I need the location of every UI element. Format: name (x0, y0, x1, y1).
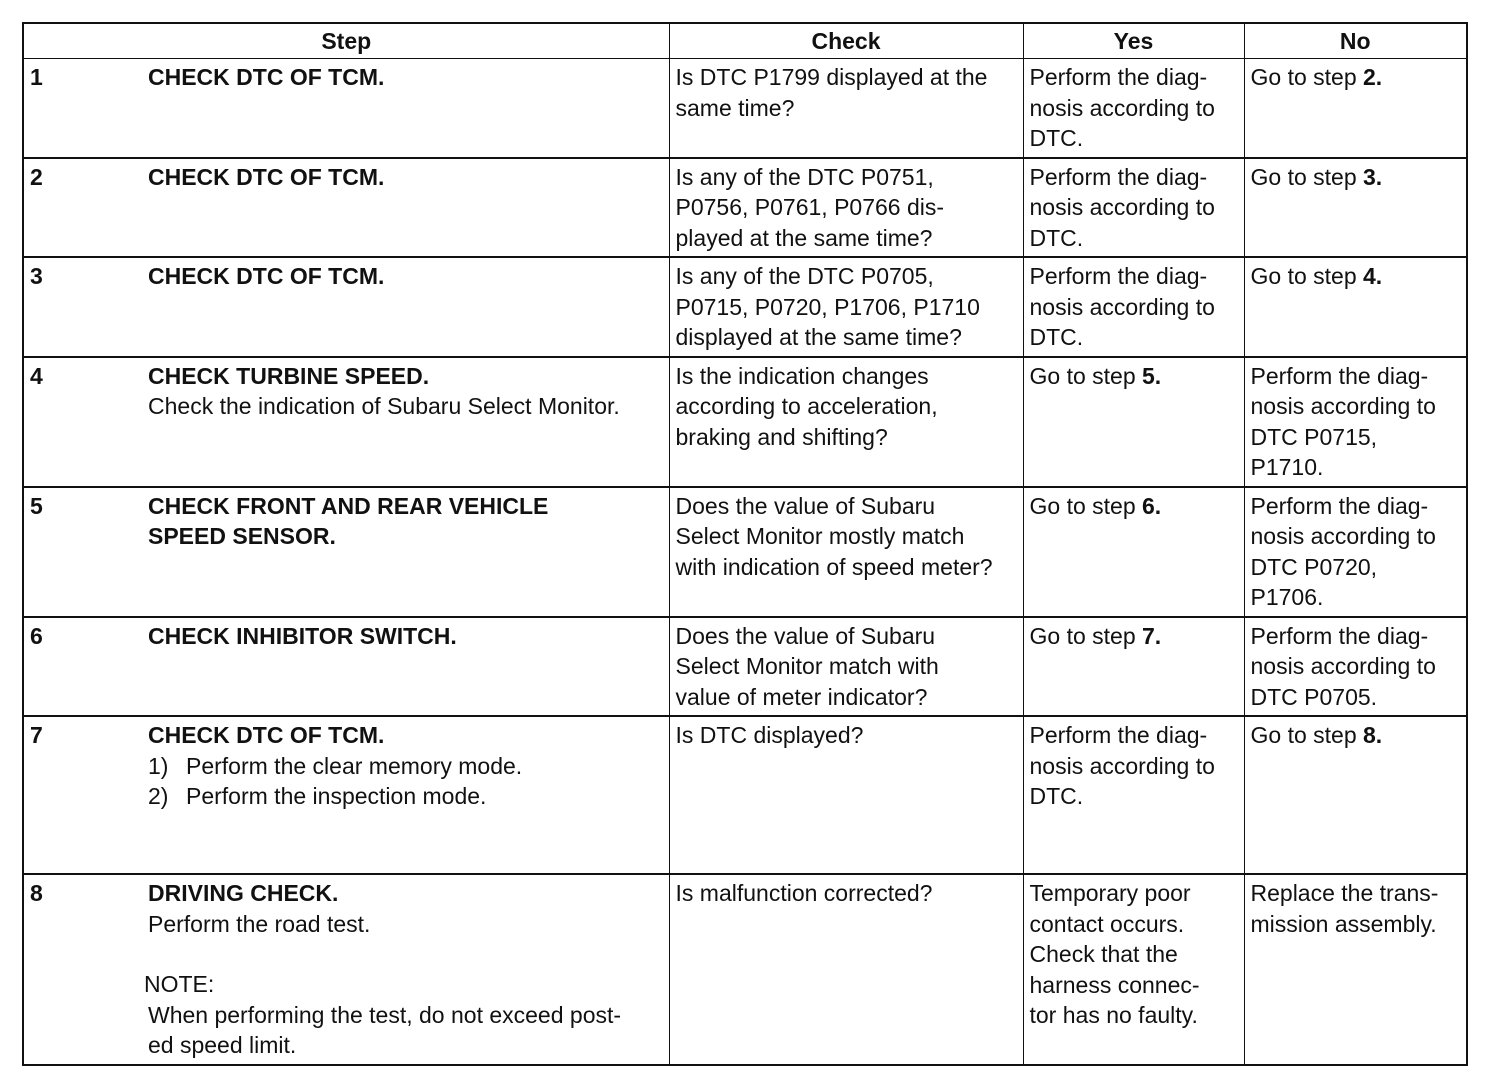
no-step-ref: 8. (1363, 722, 1383, 748)
check-cell: Is DTC displayed? (669, 716, 1023, 874)
table-row (23, 716, 1467, 874)
step-cell (23, 357, 669, 487)
step-title: CHECK FRONT AND REAR VEHICLE SPEED SENSOR. (148, 492, 549, 549)
no-cell (1244, 257, 1467, 357)
step-cell (23, 487, 669, 617)
note-text: When performing the test, do not exceed post- ed speed limit. (148, 1001, 622, 1058)
step-detail: Check the indication of Subaru Select Monitor. (148, 393, 620, 419)
yes-text: Go to step (1029, 622, 1143, 649)
no-cell (1244, 59, 1467, 158)
yes-cell: Perform the diag- nosis according to DTC. (1023, 257, 1244, 357)
yes-text: Go to step (1029, 362, 1143, 389)
step-number: 4 (30, 362, 43, 389)
table-row (23, 59, 1467, 158)
no-step-ref: 2. (1363, 64, 1383, 90)
yes-cell: Perform the diag- nosis according to DTC. (1023, 716, 1244, 874)
yes-step-ref: 7. (1142, 622, 1162, 649)
step-title: CHECK DTC OF TCM. (148, 163, 385, 190)
step-number: 6 (30, 622, 43, 649)
step-number: 2 (30, 163, 43, 190)
no-text: Go to step (1250, 64, 1364, 90)
yes-cell: Perform the diag- nosis according to DTC. (1023, 158, 1244, 258)
step-title: CHECK DTC OF TCM. (148, 263, 385, 289)
header-yes: Yes (1023, 23, 1244, 59)
header-step: Step (23, 23, 669, 59)
step-cell (23, 617, 669, 717)
check-cell: Is malfunction corrected? (669, 874, 1023, 1065)
substep-item (148, 751, 658, 782)
substep-number: 2) (148, 783, 169, 809)
table-row (23, 158, 1467, 258)
header-row (23, 23, 1467, 59)
yes-step-ref: 5. (1142, 362, 1162, 389)
step-cell (23, 874, 669, 1065)
step-number: 7 (30, 722, 43, 748)
check-cell: Is DTC P1799 displayed at the same time? (669, 59, 1023, 158)
no-cell (1244, 716, 1467, 874)
step-number: 5 (30, 492, 43, 519)
substep-text: Perform the clear memory mode. (186, 752, 523, 779)
table-row (23, 874, 1467, 1065)
no-cell (1244, 158, 1467, 258)
check-cell: Does the value of Subaru Select Monitor match with value of meter indicator? (669, 617, 1023, 717)
table-row (23, 357, 1467, 487)
yes-cell (1023, 487, 1244, 617)
table-row (23, 487, 1467, 617)
no-text: Go to step (1250, 722, 1364, 748)
yes-cell (1023, 357, 1244, 487)
yes-cell: Perform the diag- nosis according to DTC. (1023, 59, 1244, 158)
step-title: CHECK TURBINE SPEED. (148, 362, 430, 389)
check-cell: Is any of the DTC P0705, P0715, P0720, P1706, P1710 displayed at the same time? (669, 257, 1023, 357)
table-row (23, 257, 1467, 357)
step-cell (23, 257, 669, 357)
note-label: NOTE: (144, 971, 215, 997)
yes-text: Go to step (1029, 492, 1143, 519)
diagnostic-table (22, 22, 1468, 1066)
no-cell: Perform the diag- nosis according to DTC P0715, P1710. (1244, 357, 1467, 487)
substep-item (148, 781, 658, 812)
no-cell: Replace the trans- mission assembly. (1244, 874, 1467, 1065)
step-number: 3 (30, 263, 43, 289)
step-title: CHECK INHIBITOR SWITCH. (148, 622, 457, 649)
substep-text: Perform the inspection mode. (186, 783, 487, 809)
step-title: CHECK DTC OF TCM. (148, 722, 385, 748)
step-title: DRIVING CHECK. (148, 880, 339, 906)
table-row (23, 617, 1467, 717)
step-number: 1 (30, 64, 43, 90)
check-cell: Is any of the DTC P0751, P0756, P0761, P0766 dis- played at the same time? (669, 158, 1023, 258)
header-no: No (1244, 23, 1467, 59)
step-title: CHECK DTC OF TCM. (148, 64, 385, 90)
yes-cell: Temporary poor contact occurs. Check that the harness connec- tor has no faulty. (1023, 874, 1244, 1065)
substep-number: 1) (148, 752, 169, 779)
step-cell (23, 716, 669, 874)
step-cell (23, 59, 669, 158)
no-step-ref: 3. (1363, 163, 1383, 190)
no-step-ref: 4. (1363, 263, 1383, 289)
step-cell (23, 158, 669, 258)
no-text: Go to step (1250, 263, 1364, 289)
no-cell: Perform the diag- nosis according to DTC P0720, P1706. (1244, 487, 1467, 617)
step-number: 8 (30, 880, 43, 906)
check-cell: Is the indication changes according to acceleration, braking and shifting? (669, 357, 1023, 487)
header-check: Check (669, 23, 1023, 59)
no-text: Go to step (1250, 163, 1364, 190)
yes-cell (1023, 617, 1244, 717)
check-cell: Does the value of Subaru Select Monitor mostly match with indication of speed meter? (669, 487, 1023, 617)
no-cell: Perform the diag- nosis according to DTC P0705. (1244, 617, 1467, 717)
step-detail: Perform the road test. (148, 910, 371, 937)
yes-step-ref: 6. (1142, 492, 1162, 519)
